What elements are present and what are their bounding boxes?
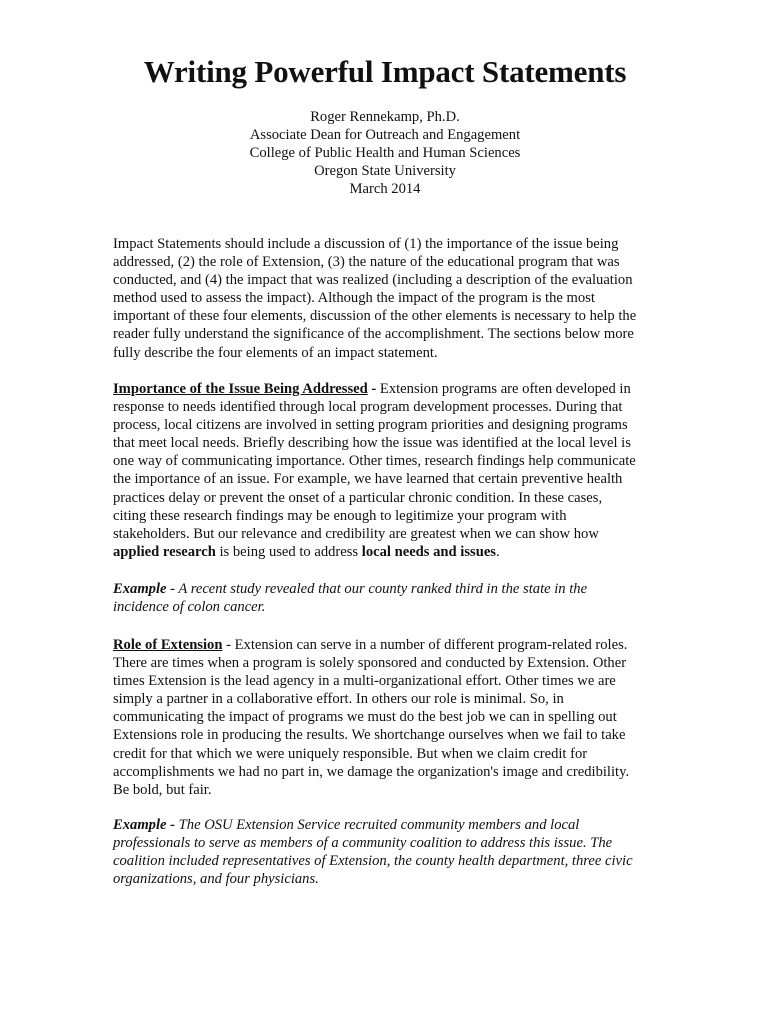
text-line: fully describe the four elements of an impact statement. xyxy=(113,344,438,361)
text-line: organizations, and four physicians. xyxy=(113,871,319,888)
text-line: accomplishments we had no part in, we damage the organization's image and credibility. xyxy=(113,763,630,780)
example-label: Example - xyxy=(113,817,179,833)
text-line: Be bold, but fair. xyxy=(113,781,212,798)
intro-paragraph xyxy=(113,235,661,362)
text-line: that meet local needs. Briefly describing how the issue was identified at the local level is xyxy=(113,435,631,452)
example-label: Example xyxy=(113,581,167,597)
heading-dash: - xyxy=(367,381,380,397)
text-line: professionals to serve as members of a community coalition to address this issue. The xyxy=(113,835,613,852)
bold-phrase: local needs and issues xyxy=(361,543,496,560)
document-date: March 2014 xyxy=(349,181,421,197)
text-fragment: - Extension can serve in a number of different program-related roles. xyxy=(222,637,628,653)
text-line: times Extension is the lead agency in a multi-organizational effort. Other times we are xyxy=(113,673,616,690)
text-line: process, local citizens are involved in setting program priorities and designing programs xyxy=(113,417,628,434)
text-fragment: Extension programs are often developed in xyxy=(379,381,631,397)
text-fragment: - A recent study revealed that our county ranked third in the state in the xyxy=(166,581,588,597)
text-line: coalition included representatives of Extension, the county health department, three civic xyxy=(113,853,633,870)
text-line: citing these research findings may be enough to legitimize your program with xyxy=(113,507,567,524)
text-line xyxy=(113,636,661,654)
text-line xyxy=(113,816,661,834)
byline xyxy=(0,108,770,198)
text-line: reader fully understand the significance of the accomplishment. The sections below more xyxy=(113,326,634,343)
bold-phrase: applied research xyxy=(113,543,216,560)
text-fragment: . xyxy=(495,543,500,560)
text-line xyxy=(113,580,661,598)
text-line: addressed, (2) the role of Extension, (3) the nature of the educational program that was xyxy=(113,254,620,271)
importance-paragraph xyxy=(113,380,661,561)
text-line xyxy=(113,380,661,398)
document-title: Writing Powerful Impact Statements xyxy=(143,54,627,89)
text-line: the importance of an issue. For example, we have learned that certain preventive health xyxy=(113,471,623,488)
text-line: conducted, and (4) the impact that was realized (including a description of the evaluation xyxy=(113,272,633,289)
text-fragment: is being used to address xyxy=(215,543,362,560)
text-line: one way of communicating importance. Other times, research findings help communicate xyxy=(113,453,636,470)
text-line: simply a partner in a collaborative effort. In others our role is minimal. So, in xyxy=(113,691,564,708)
text-line: method used to assess the impact). Although the impact of the program is the most xyxy=(113,290,595,307)
text-line: Impact Statements should include a discussion of (1) the importance of the issue being xyxy=(113,236,619,252)
text-line: practices delay or prevent the onset of a particular chronic condition. In these cases, xyxy=(113,489,603,506)
example-two xyxy=(113,816,661,888)
example-one xyxy=(113,580,661,616)
text-line: incidence of colon cancer. xyxy=(113,599,266,616)
text-line: credit for that which we were uniquely responsible. But when we claim credit for xyxy=(113,745,588,762)
importance-heading: Importance of the Issue Being Addressed xyxy=(113,381,368,397)
text-line: stakeholders. But our relevance and credibility are greatest when we can show how xyxy=(113,525,599,542)
author-name: Roger Rennekamp, Ph.D. xyxy=(310,109,460,125)
text-line: important of these four elements, discussion of the other elements is necessary to help the xyxy=(113,308,637,325)
text-line: communicating the impact of programs we must do the best job we can in spelling out xyxy=(113,709,617,726)
text-line: There are times when a program is solely sponsored and conducted by Extension. Other xyxy=(113,655,627,672)
text-fragment: The OSU Extension Service recruited community members and local xyxy=(178,817,580,833)
author-college: College of Public Health and Human Sciences xyxy=(249,145,521,161)
author-position: Associate Dean for Outreach and Engagement xyxy=(249,127,521,143)
text-line: response to needs identified through local program development processes. During that xyxy=(113,399,623,416)
role-paragraph xyxy=(113,636,661,799)
text-line: Extensions role in producing the results. We shortchange ourselves when we fail to take xyxy=(113,727,626,744)
text-line xyxy=(113,543,661,561)
author-university: Oregon State University xyxy=(314,163,456,179)
role-heading: Role of Extension xyxy=(113,637,223,653)
